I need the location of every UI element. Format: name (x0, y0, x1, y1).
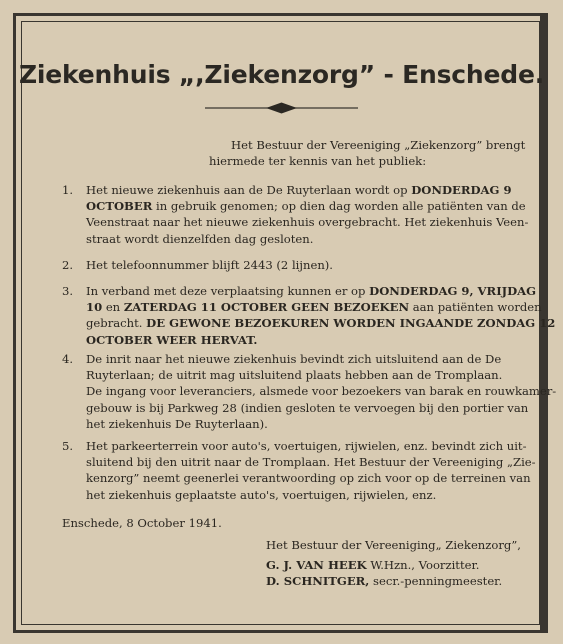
paragraph-line (86, 332, 506, 348)
intro-line-1: Het Bestuur der Vereeniging „Ziekenzorg” brengt (231, 138, 526, 152)
secretary-title: secr.-penningmeester. (369, 574, 503, 588)
paragraph-line (86, 257, 506, 273)
paragraph-line (86, 454, 536, 470)
paragraph-line (86, 182, 512, 198)
signature-line-chairman (266, 557, 479, 573)
text-run: Het parkeerterrein voor auto's, voertuigen, rijwielen, enz. bevindt zich uit- (86, 439, 527, 453)
paragraph-line (86, 231, 506, 247)
item-number: 5. (62, 439, 74, 453)
paragraph-line (86, 299, 542, 315)
secretary-name: D. SCHNITGER, (266, 574, 370, 588)
paragraph-line (86, 487, 506, 503)
paragraph-line (86, 470, 531, 486)
text-run: Het telefoonnummer blijft 2443 (2 lijnen). (86, 258, 333, 272)
bold-text: ZATERDAG 11 OCTOBER GEEN BEZOEKEN (123, 300, 410, 315)
bold-text: DONDERDAG 9 (411, 183, 512, 197)
paragraph-line (86, 315, 556, 331)
paragraph-line (86, 214, 529, 230)
text-run: in gebruik genomen; op dien dag worden alle patiënten van de (152, 199, 526, 214)
text-run: het ziekenhuis De Ruyterlaan). (86, 416, 268, 431)
item-paragraph (86, 438, 536, 503)
text-run: aan patiënten worden (409, 300, 542, 315)
item-paragraph (86, 351, 557, 432)
text-run: sluitend bij den uitrit naar de Tromplaan. Het Bestuur der Vereeniging „Zie- (86, 455, 536, 470)
text-run: De ingang voor leveranciers, alsmede voor bezoekers van barak en rouwkamer- (86, 384, 557, 399)
item-number: 3. (62, 284, 74, 298)
text-run: gebouw is bij Parkweg 28 (indien gesloten te vervoegen bij den portier van (86, 400, 529, 415)
bold-text: OCTOBER (86, 199, 153, 214)
item-paragraph (86, 283, 556, 348)
paragraph-line (86, 283, 537, 299)
text-run: straat wordt dienzelfden dag gesloten. (86, 231, 314, 246)
item-paragraph (86, 182, 529, 247)
text-run: In verband met deze verplaatsing kunnen er op (86, 284, 370, 298)
intro-line-2: hiermede ter kennis van het publiek: (209, 154, 427, 168)
paragraph-line (86, 367, 506, 383)
paragraph-line (86, 400, 529, 416)
text-run: en (102, 300, 124, 315)
item-paragraph (86, 257, 506, 273)
bold-text: DE GEWONE BEZOEKUREN WORDEN INGAANDE ZONDAG 12 (146, 316, 556, 331)
text-run: De inrit naar het nieuwe ziekenhuis bevindt zich uitsluitend aan de De (86, 352, 502, 366)
bold-text: 10 (86, 300, 103, 315)
paragraph-line (86, 351, 506, 367)
text-run: kenzorg” neemt geenerlei verantwoording op zich voor op de terreinen van (86, 471, 531, 486)
text-run: gebracht. (86, 316, 147, 331)
date-line: Enschede, 8 October 1941. (62, 516, 222, 530)
paragraph-line (86, 438, 527, 454)
divider-ornament-icon (205, 101, 358, 115)
text-run: Veenstraat naar het nieuwe ziekenhuis overgebracht. Het ziekenhuis Veen- (86, 215, 529, 230)
notice-title: Ziekenhuis „,Ziekenzorg” - Enschede. (18, 60, 545, 89)
chairman-title: W.Hzn., Voorzitter. (366, 558, 480, 572)
signature-heading: Het Bestuur der Vereeniging„ Ziekenzorg”, (266, 538, 521, 552)
paragraph-line (86, 198, 526, 214)
item-number: 1. (62, 183, 74, 197)
bold-text: OCTOBER WEER HERVAT. (86, 332, 258, 347)
item-number: 4. (62, 352, 74, 366)
bold-text: DONDERDAG 9, VRIJDAG (369, 284, 537, 298)
text-run: het ziekenhuis geplaatste auto's, voertuigen, rijwielen, enz. (86, 487, 437, 502)
text-run: Het nieuwe ziekenhuis aan de De Ruyterlaan wordt op (86, 183, 412, 197)
paragraph-line (86, 383, 557, 399)
item-number: 2. (62, 258, 74, 272)
text-run: Ruyterlaan; de uitrit mag uitsluitend plaats hebben aan de Tromplaan. (86, 368, 503, 383)
chairman-name: G. J. VAN HEEK (266, 558, 367, 572)
paragraph-line (86, 416, 506, 432)
signature-line-secretary (266, 573, 502, 589)
